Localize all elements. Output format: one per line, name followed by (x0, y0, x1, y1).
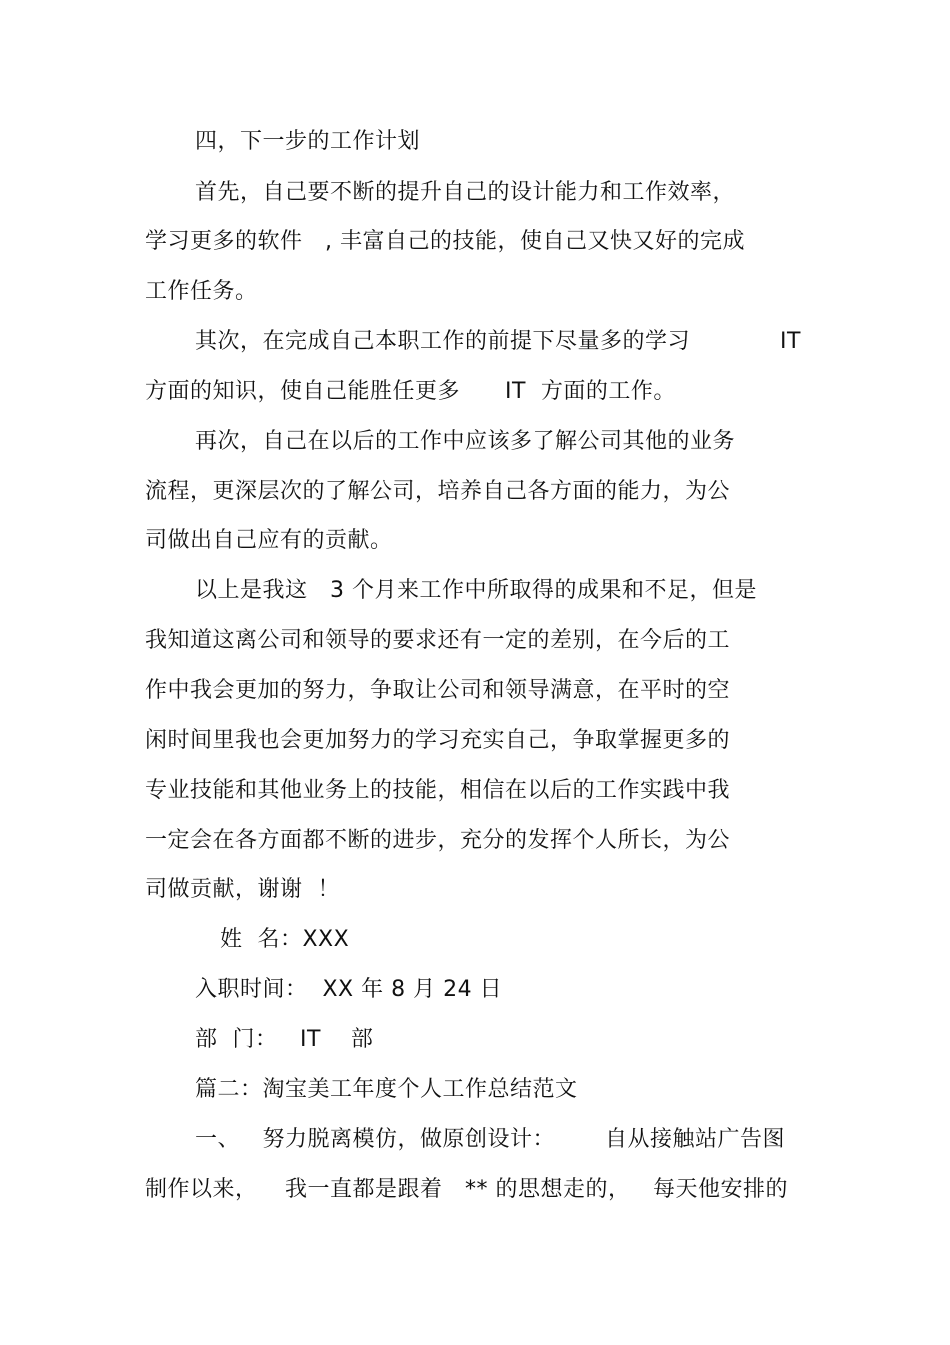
signature-department: 部 门： IT 部 (195, 1027, 374, 1052)
paragraph-line-tail: 每天他安排的 (653, 1177, 789, 1202)
paragraph-line: 流程，更深层次的了解公司，培养自己各方面的能力，为公 (145, 479, 731, 504)
paragraph-line: 制作以来， (145, 1177, 258, 1202)
part-two-heading: 篇二：淘宝美工年度个人工作总结范文 (195, 1077, 578, 1102)
paragraph-line-tail: 自从接触站广告图 (605, 1127, 786, 1152)
paragraph-line: 学习更多的软件 , 丰富自己的技能，使自己又快又好的完成 (145, 229, 745, 254)
paragraph-line: 首先，自己要不断的提升自己的设计能力和工作效率， (195, 180, 736, 205)
paragraph-line: 司做出自己应有的贡献。 (145, 528, 393, 553)
paragraph-line: 专业技能和其他业务上的技能，相信在以后的工作实践中我 (145, 778, 731, 803)
paragraph-line-tail: IT (780, 329, 801, 354)
paragraph-line: 其次，在完成自己本职工作的前提下尽量多的学习 (195, 329, 691, 354)
paragraph-line: 工作任务。 (145, 279, 258, 304)
signature-name: 姓 名：XXX (220, 927, 350, 952)
paragraph-line: 我知道这离公司和领导的要求还有一定的差别，在今后的工 (145, 628, 731, 653)
paragraph-line: 闲时间里我也会更加努力的学习充实自己，争取掌握更多的 (145, 728, 731, 753)
paragraph-line: 方面的知识，使自己能胜任更多 IT 方面的工作。 (145, 379, 676, 404)
paragraph-line-middle: 我一直都是跟着 ** 的思想走的， (285, 1177, 631, 1202)
signature-date: 入职时间： XX 年 8 月 24 日 (195, 977, 503, 1002)
section-heading: 四，下一步的工作计划 (195, 129, 421, 154)
paragraph-line: 司做贡献，谢谢 ！ (145, 877, 340, 902)
paragraph-line: 一、 努力脱离模仿，做原创设计： (195, 1127, 555, 1152)
paragraph-line: 作中我会更加的努力，争取让公司和领导满意，在平时的空 (145, 678, 731, 703)
paragraph-line: 再次，自己在以后的工作中应该多了解公司其他的业务 (195, 429, 736, 454)
paragraph-line: 一定会在各方面都不断的进步，充分的发挥个人所长，为公 (145, 828, 731, 853)
paragraph-line: 以上是我这 3 个月来工作中所取得的成果和不足，但是 (195, 578, 757, 603)
